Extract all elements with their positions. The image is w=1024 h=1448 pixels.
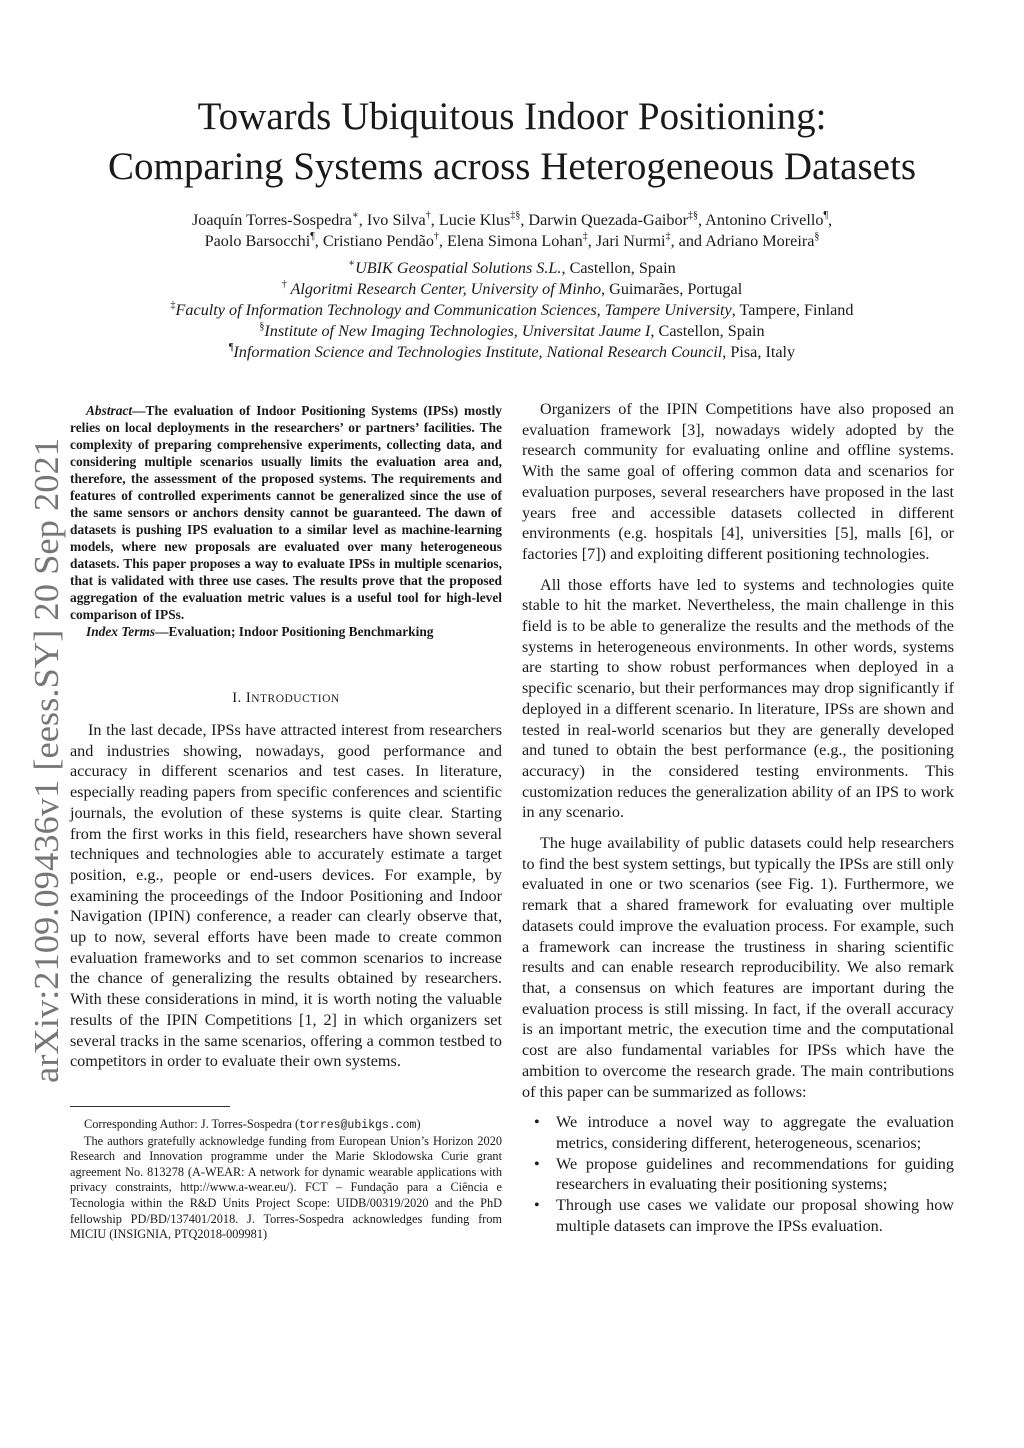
body-paragraph: All those efforts have led to systems and technologies quite stable to hit the market. Nevertheless, the main challenge in this field is to be able to generalize the results and the methods of the systems in heterogeneous environments. In other words, systems are starting to show robust performances when deployed in a specific scenario, but their performances may drop significantly if deployed in a different scenario. In literature, IPSs are shown and tested in real-world scenarios but they are generally developed and tuned to obtain the best performance (e.g., the positioning accuracy) in the considered testing environments. This customization reduces the generalization ability of an IPS to work in any scenario. [522, 575, 954, 822]
section-first-letter: I [245, 690, 252, 706]
author-mark: ‡§ [510, 209, 521, 221]
affiliation-mark: ‡ [170, 299, 176, 311]
author-name: Adriano Moreira [705, 232, 815, 250]
author-conjunction: and [678, 232, 703, 250]
affiliation [70, 342, 954, 363]
affiliation-place: , Guimarães, Portugal [601, 280, 743, 298]
affiliation-place: , Tampere, Finland [731, 301, 854, 319]
affiliation [70, 279, 954, 300]
author-line-2: Paolo Barsocchi¶, Cristiano Pendão†, Elena Simona Lohan‡, Jari Nurmi‡, and Adriano Moreira§ [204, 230, 820, 250]
introduction-body [70, 720, 502, 1082]
author-mark: ‡ [665, 230, 671, 242]
author-name: Darwin Quezada-Gaibor [528, 211, 688, 229]
footnote-rule [70, 1106, 230, 1107]
author-email-link[interactable]: torres@ubikgs.com [299, 1119, 417, 1132]
author-mark: ¶ [823, 209, 828, 221]
arxiv-id-text: arXiv:2109.09436v1 [eess.SY] 20 Sep 2021 [27, 464, 66, 1083]
author-name: Cristiano Pendão [322, 232, 434, 250]
author-mark: ‡ [582, 230, 588, 242]
author-mark: ‡§ [687, 209, 698, 221]
author-name: Paolo Barsocchi [204, 232, 311, 250]
footnote-corresponding [70, 1117, 502, 1134]
author-mark: ∗ [351, 209, 359, 221]
contributions-list [522, 1112, 954, 1236]
footnote-funding: The authors gratefully acknowledge funding from European Union’s Horizon 2020 Research and Innovation programme under the Marie Sklodowska Curie grant agreement No. 813278 (A-WEAR: A network for dynamic wearable applications with privacy constraints, http://www.a-wear.eu/). FCT – Fundação para a Ciência e Tecnologia within the R&D Units Project Scope: UIDB/00319/2020 and the PhD fellowship PD/BD/137401/2018. J. Torres-Sospedra acknowledges funding from MICIU (INSIGNIA, PTQ2018-009981) [70, 1133, 502, 1242]
section-number: I. [232, 690, 242, 706]
affiliation-mark: ¶ [228, 341, 234, 353]
body-paragraph: The huge availability of public datasets could help researchers to find the best system settings, but typically the IPSs are still only evaluated in one or two scenarios (see Fig. 1). Furthermore, we remark that a shared framework for evaluating over multiple datasets could improve the evaluation process. For example, such a framework can increase the trustiness in sharing scientific results and can enable research reproducibility. We also remark that, a consensus on which features are important during the evaluation process is still missing. In fact, if the overall accuracy is an important metric, the execution time and the computational cost are also fundamental variables for IPSs which have the ambition to overcome the research grade. The main contributions of this paper can be summarized as follows: [522, 834, 954, 1101]
footnote-corr-prefix: Corresponding Author: J. Torres-Sospedra ( [84, 1117, 300, 1131]
author-name: Lucie Klus [438, 211, 511, 229]
footnote [70, 1117, 502, 1243]
index-terms-text: —Evaluation; Indoor Positioning Benchmarking [155, 624, 434, 639]
affiliation-place: , Castellon, Spain [650, 322, 765, 340]
affiliation-mark: ∗ [348, 257, 356, 269]
index-terms-label: Index Terms [86, 624, 156, 639]
affiliation-place: , Castellon, Spain [561, 259, 676, 277]
affiliation-mark: § [259, 320, 265, 332]
abstract-label: Abstract [86, 403, 133, 418]
abstract [70, 402, 502, 640]
affiliation-name: Information Science and Technologies Institute, National Research Council [233, 343, 723, 361]
author-name: Ivo Silva [366, 211, 426, 229]
body-paragraph: Organizers of the IPIN Competitions have also proposed an evaluation framework [3], nowadays widely adopted by the research community for evaluating online and offline systems. With the same goal of offering common data and scenarios for evaluation purposes, several researchers have proposed in the last years free and accessible datasets collected in different environments (e.g. hospitals [4], universities [5], malls [6], or factories [7]) and exploiting different positioning technologies. [522, 400, 954, 563]
right-column-body [522, 399, 954, 1236]
author-line-1: Joaquín Torres-Sospedra∗, Ivo Silva†, Lucie Klus‡§, Darwin Quezada-Gaibor‡§, Antonino Crivello¶, [191, 209, 833, 229]
author-mark: † [433, 230, 439, 242]
affiliation-name: Institute of New Imaging Technologies, Universitat Jaume I [264, 322, 651, 340]
affiliation [70, 300, 954, 321]
section-title-rest: NTRODUCTION [251, 693, 340, 705]
author-list [70, 210, 954, 252]
affiliation-mark: † [281, 278, 287, 290]
author-name: Joaquín Torres-Sospedra [191, 211, 352, 229]
abstract-paragraph [70, 402, 502, 623]
list-item: • Through use cases we validate our proposal showing how multiple datasets can improve the IPSs evaluation. [522, 1195, 954, 1236]
section-heading [70, 690, 502, 707]
list-item: • We propose guidelines and recommendations for guiding researchers in evaluating their positioning systems; [522, 1154, 954, 1195]
affiliation-list [70, 258, 954, 363]
footnote-corr-suffix: ) [416, 1117, 421, 1131]
title-line-2: Comparing Systems across Heterogeneous Datasets [108, 145, 916, 188]
arxiv-identifier [14, 435, 74, 1085]
affiliation-place: , Pisa, Italy [722, 343, 796, 361]
affiliation-name: UBIK Geospatial Solutions S.L. [355, 259, 562, 277]
index-terms [70, 623, 502, 640]
list-item: • We introduce a novel way to aggregate the evaluation metrics, considering different, heterogeneous, scenarios; [522, 1112, 954, 1153]
paper-title [60, 92, 964, 192]
abstract-text: —The evaluation of Indoor Positioning Systems (IPSs) mostly relies on local deployments in the researchers’ or partners’ facilities. The complexity of preparing comprehensive experiments, collecting data, and considering multiple scenarios usually limits the evaluation area and, therefore, the assessment of the proposed systems. The requirements and features of controlled experiments cannot be generalized since the use of the same sensors or anchors density cannot be guaranteed. The dawn of datasets is pushing IPS evaluation to a similar level as machine-learning models, where new proposals are evaluated over many heterogeneous datasets. This paper proposes a way to evaluate IPSs in multiple scenarios, that is validated with three use cases. The results prove that the proposed aggregation of the evaluation metric values is a useful tool for high-level comparison of IPSs. [70, 403, 502, 622]
author-mark: § [814, 230, 820, 242]
affiliation [70, 258, 954, 279]
author-name: Antonino Crivello [705, 211, 824, 229]
author-name: Elena Simona Lohan [447, 232, 583, 250]
affiliation [70, 321, 954, 342]
author-mark: † [425, 209, 431, 221]
affiliation-name: Faculty of Information Technology and Communication Sciences, Tampere University [175, 301, 732, 319]
author-name: Jari Nurmi [595, 232, 666, 250]
body-paragraph: In the last decade, IPSs have attracted interest from researchers and industries showing, nowadays, good performance and accuracy in different scenarios and test cases. In literature, especially reading papers from specific conferences and scientific journals, the evolution of these systems is quite clear. Starting from the first works in this field, researchers have shown several techniques and technologies able to accurately estimate a target position, e.g., people or end-users devices. For example, by examining the proceedings of the Indoor Positioning and Indoor Navigation (IPIN) conference, a reader can clearly observe that, up to now, several efforts have been made to create common evaluation frameworks and to set common scenarios to increase the chance of generalizing the results obtained by researchers. With these considerations in mind, it is worth noting the valuable results of the IPIN Competitions [1, 2] in which organizers set several tracks in the same scenarios, offering a common testbed to competitors in order to evaluate their own systems. [70, 721, 502, 1071]
title-line-1: Towards Ubiquitous Indoor Positioning: [197, 95, 827, 138]
affiliation-name: Algoritmi Research Center, University of Minho [286, 280, 602, 298]
author-mark: ¶ [310, 230, 315, 242]
